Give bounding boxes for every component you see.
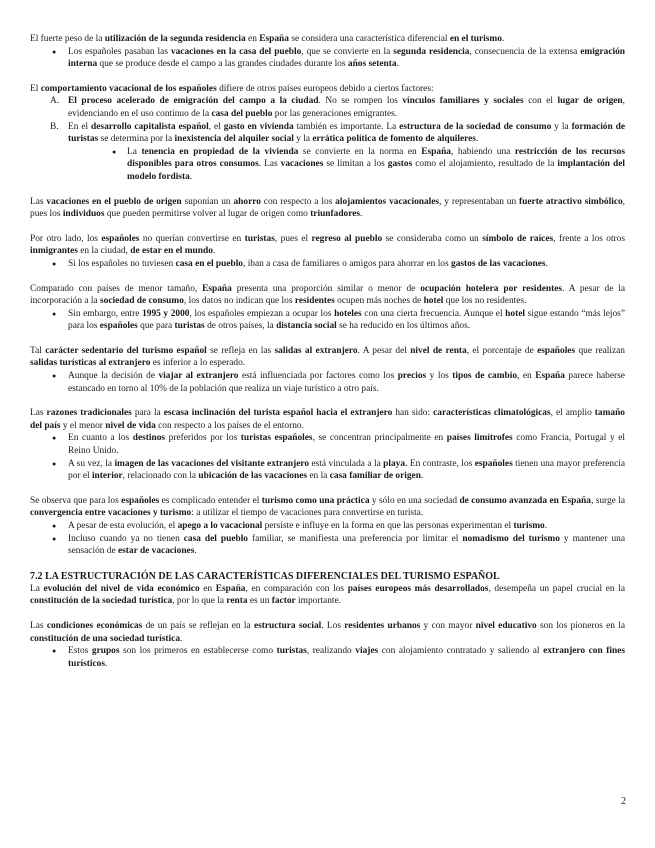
text-run: en (199, 583, 216, 594)
text-run: . (544, 521, 548, 531)
text-run: , relacionado con la (122, 471, 199, 482)
bold-text: regreso al pueblo (311, 233, 383, 244)
text-run: es inferior a lo esperado. (150, 358, 246, 369)
text-run: y mantener una sensación de (68, 533, 625, 557)
bold-text: constitución de la sociedad turística (30, 596, 173, 607)
paragraph (30, 620, 625, 645)
text-run: de un país se reflejan en la (142, 620, 254, 631)
text-run: A su vez, la (68, 458, 115, 469)
list-marker: A. (50, 96, 60, 107)
bold-text: convergencia entre vacaciones y turismo (30, 508, 192, 519)
list-item (30, 432, 625, 457)
bold-text: hotel (423, 296, 444, 307)
bold-text: españoles (537, 345, 576, 356)
text-run: : a utilizar el tiempo de vacaciones para convertirse en turista. (191, 508, 424, 519)
bold-text: España (215, 583, 246, 594)
bold-text: turistas (276, 646, 307, 657)
bold-text: 1995 y 2000 (142, 308, 190, 319)
bold-text: turistas (174, 321, 205, 332)
bold-text: turismo (513, 521, 545, 531)
text-run: y sólo en una sociedad (369, 495, 460, 506)
bold-text: vacaciones en la casa del pueblo (170, 46, 302, 57)
text-run: . (104, 658, 108, 669)
text-run: . Los (321, 620, 345, 631)
text-run: Incluso cuando ya no tienen (68, 533, 184, 544)
text-run: . (501, 34, 505, 44)
bold-text: fuerte atractivo simbólico (519, 196, 623, 207)
text-run: se convierte en la norma en (298, 146, 422, 157)
bold-text: escasa inclinación del turista español hacia el extranjero (163, 408, 393, 419)
text-run: , en (517, 371, 536, 382)
text-run: , que se convierte en la (301, 46, 394, 57)
text-run: , el amplio (550, 408, 595, 419)
text-run: Las (30, 620, 47, 631)
text-run: que realizan (575, 345, 625, 356)
text-run: y la (551, 121, 572, 132)
text-run: Sin embargo, entre (68, 308, 143, 319)
bold-text: formación de turistas (68, 121, 626, 145)
text-run: . (475, 134, 479, 145)
text-run: se consideraba como un (382, 233, 483, 244)
text-run: parece haberse estancado en torno al 10% de la población que realiza un viaje turístico a otro país. (68, 371, 625, 394)
text-run: persiste e influye en la forma en que las personas experimentan el (262, 521, 514, 531)
text-run: que pueden permitirse volver al lugar de origen como (104, 209, 311, 220)
bold-text: viajar al extranjero (158, 371, 239, 382)
paragraph (30, 583, 625, 608)
text-run: Estos (68, 646, 92, 657)
list-item (30, 308, 625, 333)
text-run: . (189, 171, 193, 182)
bold-text: segunda residencia (393, 46, 470, 57)
bold-text: interior (91, 471, 123, 482)
text-run: son los pioneros en la (536, 620, 626, 631)
bold-text: evolución del nivel de vida económico (43, 583, 200, 594)
text-run: . (194, 546, 197, 557)
bold-text: grupos (91, 646, 120, 657)
bold-text: vacaciones (280, 159, 324, 170)
bold-text: salidas turísticas al extranjero (30, 358, 151, 369)
bold-text: gastos de las vacaciones (451, 258, 546, 269)
text-run: , frente a los otros (553, 233, 626, 244)
text-run: La (30, 583, 44, 594)
text-run: . (360, 209, 363, 220)
sub-bullet-list (30, 146, 625, 184)
text-run: se limitan a los (323, 159, 388, 170)
bullet-list (30, 258, 625, 271)
text-run: es un (247, 596, 272, 607)
bold-text: destinos (132, 433, 166, 444)
text-run: . (396, 59, 399, 70)
bold-text: España (202, 283, 232, 294)
text-run: . A pesar del (357, 345, 411, 356)
text-run: presenta una proporción similar o menor de (231, 283, 421, 294)
paragraph (30, 345, 625, 370)
list-item (30, 458, 625, 483)
bold-text: gastos (387, 159, 413, 170)
bold-text: distancia social (276, 321, 337, 332)
bold-text: casa del pueblo (211, 108, 273, 119)
text-run: , iban a casa de familiares o amigos para ahorrar en los (243, 258, 451, 269)
bold-text: tenencia en propiedad de la vivienda (141, 146, 299, 157)
bold-text: factor (271, 596, 296, 607)
paragraph (30, 83, 625, 96)
bold-text: símbolo de raíces (482, 233, 554, 244)
bold-text: lugar de origen (557, 96, 623, 107)
bold-text: vínculos familiares y sociales (402, 96, 524, 107)
bold-text: comportamiento vacacional de los españoles (40, 83, 217, 94)
text-run: se determina por la (98, 134, 175, 145)
text-run: En el (68, 121, 92, 132)
bold-text: España (259, 34, 289, 44)
text-run: En cuanto a los (68, 433, 133, 444)
bold-text: emigración interna (68, 46, 625, 70)
text-run: con alojamiento contratado y saliendo al (378, 646, 544, 657)
text-run: , pues los (30, 196, 626, 220)
bold-text: El proceso acelerado de emigración del campo a la ciudad (68, 96, 319, 107)
bold-text: implantación del modelo fordista (127, 159, 625, 182)
text-run: , y representaban un (439, 196, 520, 207)
bold-text: casa en el pueblo (175, 258, 243, 269)
bold-text: residentes (294, 296, 335, 307)
bold-text: imagen de las vacaciones del visitante extranjero (114, 458, 310, 469)
page-number: 2 (621, 796, 626, 807)
text-run: se ha reducido en los últimos años. (336, 321, 471, 332)
bold-text: restricción de los recursos disponibles para otros consumos (127, 146, 626, 170)
text-run: y los (426, 371, 453, 382)
text-run: . No se rompen los (318, 96, 403, 107)
bold-text: constitución de una sociedad turística (30, 633, 181, 644)
text-run: sigue estando “más lejos” para los (68, 308, 625, 332)
text-run: Por otro lado, los (30, 233, 102, 244)
bold-text: casa familiar de origen (329, 471, 421, 482)
paragraph (30, 407, 625, 432)
text-run: , consecuencia de la extensa (469, 46, 581, 57)
bold-text: casa del pueblo (183, 533, 248, 544)
text-run: por las generaciones emigrantes. (272, 108, 398, 119)
bullet-list (30, 432, 625, 482)
bold-text: en el turismo (449, 34, 502, 44)
bullet-list (30, 308, 625, 333)
bold-text: nivel de vida (105, 420, 156, 431)
bold-text: inmigrantes (30, 246, 78, 257)
bold-text: condiciones económicas (46, 620, 143, 631)
text-run: , los datos no indican que los (183, 296, 295, 307)
text-run: son los primeros en establecerse como (119, 646, 277, 657)
list-item (30, 95, 625, 120)
text-run: , el porcentaje de (466, 345, 538, 356)
text-run: , se concentran principalmente en (312, 433, 447, 444)
text-run: para la (131, 408, 164, 419)
text-run: y la (293, 134, 313, 145)
text-run: . A pesar de la incorporación a la (30, 283, 625, 307)
text-run: Las (30, 196, 47, 207)
bold-text: países europeos más desarrollados (347, 583, 489, 594)
paragraph (30, 233, 625, 258)
bold-text: turistas españoles (240, 433, 313, 444)
text-run: y con mayor (420, 620, 476, 631)
bold-text: españoles (474, 458, 513, 469)
list-marker: B. (50, 121, 59, 132)
text-run: está influenciada por factores como los (238, 371, 398, 382)
section-heading: 7.2 LA ESTRUCTURACIÓN DE LAS CARACTERÍSTICAS DIFERENCIALES DEL TURISMO ESPAÑOL (30, 570, 500, 582)
bullet-list (30, 645, 625, 670)
bold-text: salidas al extranjero (274, 345, 358, 356)
bold-text: carácter sedentario del turismo español (45, 345, 207, 356)
text-run: suponían un (181, 196, 234, 207)
bold-text: individuos (62, 209, 105, 220)
text-run: Las (30, 408, 47, 419)
text-run: con respecto a los países de el entorno. (155, 420, 304, 431)
text-run: , el (208, 121, 224, 132)
bold-text: hotel (505, 308, 525, 319)
text-run: preferidos por los (165, 433, 241, 444)
bold-text: españoles (121, 495, 160, 506)
text-run: , los españoles empiezan a ocupar los (189, 308, 335, 319)
bold-text: estructura de la sociedad de consumo (399, 121, 552, 132)
text-run: , en comparación con los (245, 583, 348, 594)
bold-text: españoles (99, 321, 138, 332)
text-run: A pesar de esta evolución, el (68, 521, 178, 531)
text-run: Tal (30, 345, 46, 356)
text-run: con una cierta frecuencia. Aunque el (361, 308, 506, 319)
text-run: , por lo que la (172, 596, 227, 607)
text-run: . (545, 258, 548, 269)
text-run: , pues el (274, 233, 312, 244)
bold-text: tipos de cambio (452, 371, 518, 382)
bold-text: años setenta (347, 59, 397, 70)
bullet-list (30, 520, 625, 558)
bold-text: España (421, 146, 451, 157)
text-run: se considera una característica diferencial (288, 34, 450, 44)
bold-text: turismo como una práctica (261, 495, 370, 506)
text-run: y el menor (60, 420, 106, 431)
bold-text: turistas (244, 233, 275, 244)
bullet-list (30, 370, 625, 395)
bold-text: extranjero con fines turísticos (68, 646, 625, 669)
bold-text: razones tradicionales (46, 408, 132, 419)
bold-text: precios (397, 371, 427, 382)
text-run: familiar, se manifiesta una preferencia por limitar el (248, 533, 463, 544)
text-run: El fuerte peso de la (30, 34, 105, 44)
bold-text: nivel de renta (410, 345, 467, 356)
text-run: es complicado entender el (159, 495, 262, 506)
paragraph (30, 283, 625, 308)
list-item (30, 258, 625, 271)
bold-text: ubicación de las vacaciones (198, 471, 308, 482)
text-run: está vinculada a la (309, 458, 384, 469)
bullet-list (30, 46, 625, 71)
bold-text: características climatológicas (433, 408, 551, 419)
bold-text: nivel educativo (475, 620, 537, 631)
text-run: de otros países, la (204, 321, 277, 332)
list-item (30, 533, 625, 558)
text-run: se refleja en las (206, 345, 275, 356)
list-item (30, 645, 625, 670)
text-run: La (127, 146, 142, 157)
text-run: tienen una mayor preferencia por el (68, 458, 625, 482)
text-run: que se produce desde el campo a las grandes ciudades durante los (97, 59, 348, 70)
bold-text: hoteles (334, 308, 362, 319)
bold-text: residentes urbanos (344, 620, 421, 631)
bold-text: errática política de fomento de alquileres (312, 134, 476, 145)
bold-text: ocupación hotelera por residentes (420, 283, 563, 294)
text-run: . Las (258, 159, 281, 170)
text-run: . (420, 471, 424, 482)
text-run: El (30, 83, 41, 94)
bold-text: playa (383, 458, 406, 469)
text-run: como Francia, Portugal y el Reino Unido. (68, 433, 625, 457)
bold-text: sociedad de consumo (100, 296, 184, 307)
text-run: Si los españoles no tuviesen (68, 258, 176, 269)
bold-text: alojamientos vacacionales (335, 196, 440, 207)
lettered-list (30, 95, 625, 145)
bold-text: España (535, 371, 565, 382)
text-run: importante. (295, 596, 342, 607)
text-run: en (245, 34, 260, 44)
text-run: , realizando (306, 646, 356, 657)
bold-text: de estar en el mundo (130, 246, 213, 257)
bold-text: viajes (355, 646, 379, 657)
text-run: en la (307, 471, 330, 482)
text-run: , habiendo una (451, 146, 515, 157)
paragraph (30, 196, 625, 221)
text-run: . En contraste, los (405, 458, 475, 469)
text-run: con respecto a los (260, 196, 336, 207)
bold-text: nomadismo del turismo (462, 533, 560, 544)
list-item (30, 370, 625, 395)
bold-text: tamaño del país (30, 408, 625, 431)
bold-text: apego a lo vacacional (177, 521, 263, 531)
text-run: . (212, 246, 216, 257)
bold-text: vacaciones en el pueblo de origen (46, 196, 182, 207)
bold-text: inexistencia del alquiler social (174, 134, 294, 145)
text-run: que para (137, 321, 175, 332)
text-run: Los españoles pasaban las (68, 46, 171, 57)
text-run: , evidenciando en el uso continuo de la (68, 96, 625, 119)
list-item (30, 46, 625, 71)
text-run: Se observa que para los (30, 495, 122, 506)
text-run: , surge la (590, 495, 626, 506)
bold-text: ahorro (233, 196, 261, 207)
paragraph (30, 495, 625, 520)
text-run: Comparado con países de menor tamaño, (30, 283, 203, 294)
text-run: no querían convertirse en (139, 233, 245, 244)
list-item (30, 146, 625, 184)
text-run: también es importante. La (293, 121, 400, 132)
bold-text: triunfadores (310, 209, 361, 220)
bold-text: de consumo avanzada en España (459, 495, 591, 506)
text-run: que los no residentes. (443, 296, 527, 307)
list-item (30, 520, 625, 533)
text-run: con el (523, 96, 558, 107)
text-run: ocupen más noches de (334, 296, 424, 307)
bold-text: renta (226, 596, 248, 607)
bold-text: españoles (101, 233, 140, 244)
bold-text: estar de vacaciones (117, 546, 195, 557)
text-run: difiere de otros países europeos debido a ciertos factores: (216, 83, 434, 94)
text-run: han sido: (392, 408, 434, 419)
text-run: en la ciudad, (77, 246, 131, 257)
text-run: . (180, 633, 183, 644)
list-item (30, 121, 625, 146)
bold-text: gasto en vivienda (223, 121, 294, 132)
bold-text: países limítrofes (446, 433, 513, 444)
bold-text: utilización de la segunda residencia (104, 34, 246, 44)
text-run: como el alojamiento, resultado de la (412, 159, 558, 170)
bold-text: estructura social (253, 620, 322, 631)
text-run: Aunque la decisión de (68, 371, 159, 382)
text-run: , desempeña un papel crucial en la (488, 583, 625, 594)
bold-text: desarrollo capitalista español (91, 121, 209, 132)
paragraph (30, 33, 625, 46)
